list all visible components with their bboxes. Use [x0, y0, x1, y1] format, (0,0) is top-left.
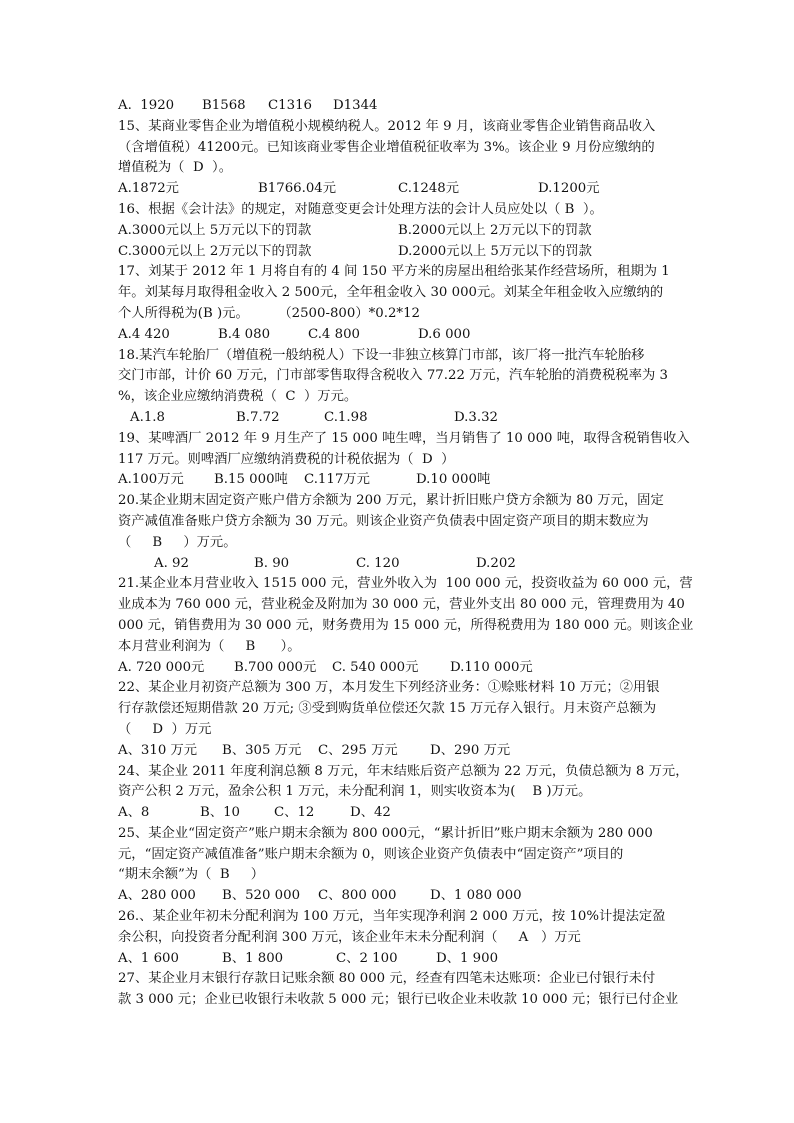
answer-options	[118, 179, 683, 200]
answer-option: C.4 800	[308, 326, 360, 342]
answer-option: C、2 100	[336, 950, 398, 966]
question-text	[118, 429, 690, 471]
answer-options	[118, 242, 683, 263]
answer-option: C. 540 000元	[332, 659, 419, 675]
question-line: 20.某企业期末固定资产账户借方余额为 200 万元，累计折旧账户贷方余额为 80 万元，固定	[118, 493, 664, 509]
question-line: 22、某企业月初资产总额为 300 万，本月发生下列经济业务：①赊账材料 10 万元；②用银	[118, 680, 660, 696]
question-text	[118, 346, 683, 408]
answer-option: B.7.72	[236, 409, 280, 425]
answer-options	[118, 554, 683, 575]
answer-option: A、1 600	[118, 950, 179, 966]
question-line: 19、某啤酒厂 2012 年 9 月生产了 15 000 吨生啤，当月销售了 10 000 吨，取得含税销售收入	[118, 430, 690, 446]
question-text	[118, 969, 683, 1011]
answer-option: C、12	[274, 805, 315, 821]
answer-option: D、42	[350, 805, 391, 821]
question-line: 117 万元。则啤酒厂应缴纳消费税的计税依据为（ D ）	[118, 451, 455, 467]
answer-option: C.3000元以上 2万元以下的罚款	[118, 243, 312, 259]
question-line: “期末余额”为（ B ）	[118, 867, 265, 883]
answer-options	[118, 741, 683, 762]
question-text	[118, 678, 683, 740]
question-line: 交门市部，计价 60 万元，门市部零售取得含税收入 77.22 万元，汽车轮胎的消费税税率为 3	[118, 368, 668, 384]
answer-option: A.1872元	[118, 181, 179, 197]
answer-option: A、310 万元	[118, 742, 198, 758]
answer-option: D.110 000元	[450, 659, 533, 675]
answer-option: D、290 万元	[430, 742, 511, 758]
answer-option: D、1 080 000	[430, 888, 522, 904]
question-text	[118, 762, 689, 804]
question-line: 26.、某企业年初未分配利润为 100 万元，当年实现净利润 2 000 万元，按 10%计提法定盈	[118, 909, 666, 925]
answer-option: C.117万元	[304, 472, 370, 488]
answer-option: D.1200元	[538, 181, 600, 197]
answer-option: C. 120	[356, 555, 400, 571]
question-line: 增值税为（ D ）。	[118, 160, 232, 176]
answer-options	[118, 470, 683, 491]
answer-options	[118, 803, 683, 824]
answer-option: C1316	[268, 98, 313, 113]
question-line: 资产公积 2 万元，盈余公积 1 万元，未分配利润 1，则实收资本为( B )万元。	[118, 784, 592, 800]
question-line: 16、根据《会计法》的规定，对随意变更会计处理方法的会计人员应处以（ B ）。	[118, 201, 603, 217]
answer-options	[118, 949, 683, 970]
answer-option: C.1248元	[398, 181, 460, 197]
answer-option: D.10 000吨	[416, 472, 491, 488]
answer-option: B、305 万元	[222, 742, 302, 758]
answer-option: A、280 000	[118, 888, 196, 904]
question-line: 18.某汽车轮胎厂（增值税一般纳税人）下设一非独立核算门市部，该厂将一批汽车轮胎移	[118, 347, 645, 363]
answer-option: B、10	[200, 805, 240, 821]
question-text	[118, 574, 694, 657]
answer-option: B.2000元以上 2万元以下的罚款	[398, 222, 592, 238]
question-line: 余公积，向投资者分配利润 300 万元，该企业年末未分配利润（ A ）万元	[118, 929, 581, 945]
answer-option: B1568	[202, 98, 246, 113]
question-text	[118, 117, 683, 179]
answer-option: B.4 080	[218, 326, 271, 342]
question-line: （ B ）万元。	[118, 534, 237, 550]
question-line: 业成本为 760 000 元，营业税金及附加为 30 000 元，营业外支出 80 000 元，管理费用为 40	[118, 597, 685, 613]
answer-option: A. 92	[154, 555, 189, 571]
question-line: （ D ）万元	[118, 721, 212, 737]
question-line: 25、某企业“固定资产”账户期末余额为 800 000元，“累计折旧”账户期末余额为 280 000	[118, 825, 653, 841]
question-text	[118, 200, 683, 221]
question-line: 款 3 000 元；企业已收银行未收款 5 000 元；银行已收企业未收款 10 000 元；银行已付企业	[118, 992, 679, 1008]
answer-option: D.3.32	[454, 409, 499, 425]
answer-option: D.6 000	[418, 326, 471, 342]
answer-option: B1766.04元	[258, 181, 337, 197]
answer-option: D、1 900	[436, 950, 499, 966]
answer-option: D1344	[333, 98, 378, 113]
question-line: 17、刘某于 2012 年 1 月将自有的 4 间 150 平方米的房屋出租给张某作经营场所，租期为 1	[118, 264, 670, 280]
answer-option: A.4 420	[118, 326, 170, 342]
answer-option: B. 90	[254, 555, 290, 571]
question-line: 000 元，销售费用为 30 000 元，财务费用为 15 000 元，所得税费用为 180 000 元。则该企业	[118, 617, 694, 633]
answer-option: C.1.98	[324, 409, 368, 425]
answer-option: B、520 000	[222, 888, 301, 904]
question-text	[118, 824, 683, 886]
answer-option: D.202	[476, 555, 516, 571]
answer-option: B.15 000吨	[214, 472, 288, 488]
question-text	[118, 491, 683, 553]
document-page	[118, 96, 694, 1011]
question-line: 本月营业利润为（ B ）。	[118, 638, 301, 654]
question-text	[118, 262, 683, 324]
answer-option: A、8	[118, 805, 150, 821]
question-line: 资产减值准备账户贷方余额为 30 万元。则该企业资产负债表中固定资产项目的期末数应为	[118, 513, 649, 529]
question-line: 元，“固定资产减值准备”账户期末余额为 0，则该企业资产负债表中“固定资产”项目的	[118, 846, 624, 862]
answer-option: A. 720 000元	[118, 659, 205, 675]
answer-option: C、800 000	[318, 888, 397, 904]
answer-option: A.1.8	[130, 409, 165, 425]
answer-options	[118, 96, 683, 117]
question-text	[118, 907, 683, 949]
answer-options	[118, 658, 683, 679]
answer-option: B、1 800	[222, 950, 284, 966]
question-line: 27、某企业月末银行存款日记账余额 80 000 元，经查有四笔未达账项：企业已付银行未付	[118, 971, 656, 987]
question-line: 年。刘某每月取得租金收入 2 500元，全年租金收入 30 000元。刘某全年租金收入应缴纳的	[118, 285, 664, 301]
answer-options	[118, 886, 683, 907]
question-line: 行存款偿还短期借款 20 万元; ③受到购货单位偿还欠款 15 万元存入银行。月末资产总额为	[118, 701, 657, 717]
answer-options	[118, 221, 683, 242]
answer-option: C、295 万元	[318, 742, 398, 758]
answer-options	[118, 325, 683, 346]
question-line: 15、某商业零售企业为增值税小规模纳税人。2012 年 9 月，该商业零售企业销售商品收入	[118, 118, 656, 134]
answer-option: B.700 000元	[234, 659, 317, 675]
answer-options	[118, 408, 683, 429]
answer-option: A. 1920	[118, 98, 175, 113]
question-line: 21.某企业本月营业收入 1515 000 元，营业外收入为 100 000 元，投资收益为 60 000 元，营	[118, 576, 693, 592]
answer-option: A.3000元以上 5万元以下的罚款	[118, 222, 312, 238]
question-line: %，该企业应缴纳消费税（ C ）万元。	[118, 389, 358, 405]
answer-option: A.100万元	[118, 472, 184, 488]
question-line: 24、某企业 2011 年度利润总额 8 万元，年末结账后资产总额为 22 万元，负债总额为 8 万元，	[118, 763, 689, 779]
question-line: 个人所得税为(B )元。 （2500-800）*0.2*12	[118, 305, 421, 321]
question-line: （含增值税）41200元。已知该商业零售企业增值税征收率为 3%。该企业 9 月份应缴纳的	[118, 139, 655, 155]
answer-option: D.2000元以上 5万元以下的罚款	[398, 243, 592, 259]
